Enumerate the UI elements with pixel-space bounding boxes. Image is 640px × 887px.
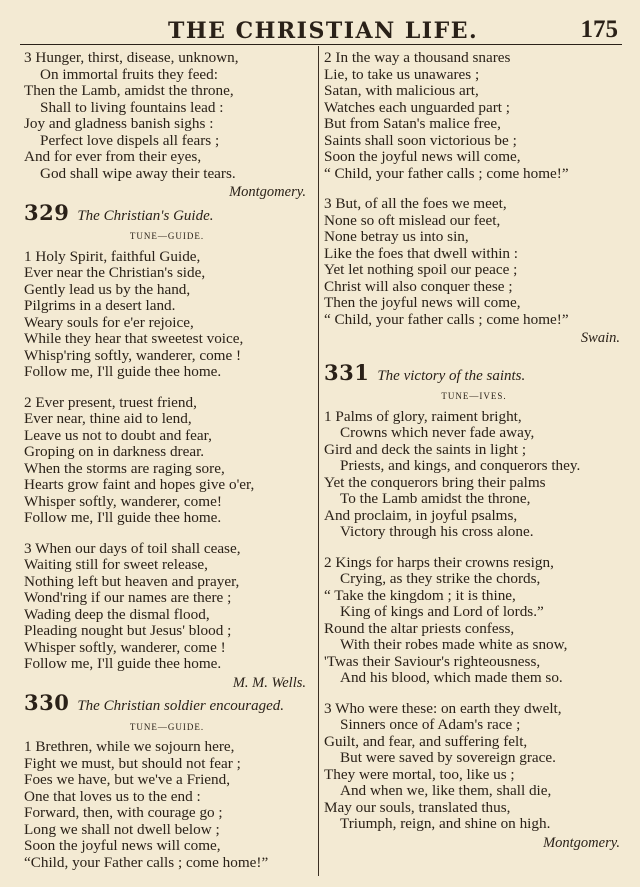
verse-line: Nothing left but heaven and prayer, bbox=[24, 572, 240, 590]
verse-line: Pilgrims in a desert land. bbox=[24, 297, 176, 314]
hymn-number: 330 bbox=[24, 690, 70, 715]
verse-line: 3 When our days of toil shall cease, bbox=[24, 539, 241, 557]
hymn-title: The victory of the saints. bbox=[377, 367, 526, 384]
hymn-author: Montgomery. bbox=[543, 834, 620, 851]
verse-line: 3 Who were these: on earth they dwelt, bbox=[324, 699, 562, 717]
verse-line: Gently lead us by the hand, bbox=[24, 280, 191, 298]
verse-line: Wading deep the dismal flood, bbox=[24, 605, 210, 623]
verse-line: Lie, to take us unawares ; bbox=[324, 65, 480, 83]
hymn-heading bbox=[324, 359, 624, 385]
verse-line: Yet the conquerors bring their palms bbox=[324, 473, 546, 491]
tune-label: TUNE—GUIDE. bbox=[129, 721, 205, 732]
verse-line: Ever near the Christian's side, bbox=[24, 264, 206, 281]
verse-line: 3 Hunger, thirst, disease, unknown, bbox=[24, 49, 239, 66]
verse-line: Triumph, reign, and shine on high. bbox=[340, 815, 551, 832]
header-rule bbox=[20, 44, 622, 45]
verse-line: 1 Brethren, while we sojourn here, bbox=[24, 738, 235, 755]
verse-line: 2 In the way a thousand snares bbox=[324, 49, 511, 66]
verse-line: Soon the joyful news will come, bbox=[324, 148, 521, 165]
verse-line: And his blood, which made them so. bbox=[340, 669, 563, 686]
verse-line: Like the foes that dwell within : bbox=[324, 244, 519, 262]
verse-line: 2 Ever present, truest friend, bbox=[24, 393, 197, 411]
hymn-title: The Christian soldier encouraged. bbox=[77, 698, 285, 714]
verse-line: Leave us not to doubt and fear, bbox=[24, 426, 212, 444]
left-column bbox=[24, 50, 310, 871]
stanza bbox=[324, 196, 624, 328]
verse-line: And proclaim, in joyful psalms, bbox=[324, 506, 518, 524]
verse-line: Perfect love dispels all fears ; bbox=[40, 131, 220, 149]
verse-line: Follow me, I'll guide thee home. bbox=[24, 509, 222, 526]
verse-line: Round the altar priests confess, bbox=[324, 619, 515, 637]
hymn-heading bbox=[24, 199, 310, 225]
column-divider bbox=[318, 46, 319, 876]
tune-label: TUNE—GUIDE. bbox=[129, 231, 205, 241]
hymn-title: The Christian's Guide. bbox=[77, 207, 214, 224]
verse-line: Wond'ring if our names are there ; bbox=[24, 589, 232, 606]
verse-line: Christ will also conquer these ; bbox=[324, 277, 513, 295]
verse-line: They were mortal, too, like us ; bbox=[324, 765, 515, 783]
verse-line: Sinners once of Adam's race ; bbox=[340, 716, 521, 733]
verse-line: One that loves us to the end : bbox=[24, 787, 201, 805]
verse-line: Joy and gladness banish sighs : bbox=[24, 115, 214, 132]
verse-line: Yet let nothing spoil our peace ; bbox=[324, 261, 518, 278]
verse-line: While they hear that sweetest voice, bbox=[24, 330, 244, 347]
verse-line: Hearts grow faint and hopes give o'er, bbox=[24, 476, 255, 493]
page-number: 175 bbox=[580, 16, 618, 43]
verse-line: Watches each unguarded part ; bbox=[324, 98, 511, 116]
running-title: THE CHRISTIAN LIFE. bbox=[168, 18, 479, 44]
verse-line: Guilt, and fear, and suffering felt, bbox=[324, 732, 528, 750]
verse-line: But were saved by sovereign grace. bbox=[340, 749, 556, 766]
verse-line: 1 Holy Spirit, faithful Guide, bbox=[24, 247, 201, 265]
verse-line: Saints shall soon victorious be ; bbox=[324, 131, 517, 149]
verse-line: Weary souls for e'er rejoice, bbox=[24, 313, 194, 331]
stanza bbox=[24, 50, 310, 182]
verse-line: King of kings and Lord of lords.” bbox=[340, 603, 544, 620]
verse-line: 'Twas their Saviour's righteousness, bbox=[324, 652, 541, 670]
verse-line: “Child, your Father calls ; come home!” bbox=[24, 853, 269, 871]
verse-line: To the Lamb amidst the throne, bbox=[340, 490, 531, 507]
verse-line: “ Take the kingdom ; it is thine, bbox=[324, 586, 516, 604]
verse-line: When the storms are raging sore, bbox=[24, 459, 225, 477]
verse-line: Long we shall not dwell below ; bbox=[24, 820, 220, 838]
hymn-number: 329 bbox=[24, 199, 70, 225]
stanza bbox=[24, 249, 310, 381]
stanza bbox=[324, 701, 624, 833]
verse-line: Victory through his cross alone. bbox=[340, 523, 534, 540]
hymn-number: 331 bbox=[324, 359, 370, 385]
right-column bbox=[324, 50, 624, 851]
stanza bbox=[24, 739, 310, 871]
verse-line: And for ever from their eyes, bbox=[24, 148, 202, 165]
verse-line: Forward, then, with courage go ; bbox=[24, 804, 223, 821]
verse-line: “ Child, your father calls ; come home!” bbox=[324, 310, 569, 328]
verse-line: And when we, like them, shall die, bbox=[340, 782, 552, 799]
verse-line: Crowns which never fade away, bbox=[340, 424, 535, 441]
stanza bbox=[24, 395, 310, 527]
verse-line: Waiting still for sweet release, bbox=[24, 556, 208, 573]
hymn-author: M. M. Wells. bbox=[232, 674, 306, 691]
verse-line: Gird and deck the saints in light ; bbox=[324, 440, 527, 458]
verse-line: With their robes made white as snow, bbox=[340, 636, 568, 653]
tune-label: TUNE—IVES. bbox=[441, 391, 507, 401]
verse-line: None so oft mislead our feet, bbox=[324, 211, 501, 229]
verse-line: Groping on in darkness drear. bbox=[24, 443, 205, 460]
verse-line: Whisper softly, wanderer, come ! bbox=[24, 638, 226, 656]
hymn-heading bbox=[24, 690, 310, 715]
verse-line: Shall to living fountains lead : bbox=[40, 98, 224, 116]
verse-line: Then the Lamb, amidst the throne, bbox=[24, 82, 234, 99]
stanza bbox=[324, 50, 624, 182]
verse-line: Ever near, thine aid to lend, bbox=[24, 410, 192, 427]
verse-line: But from Satan's malice free, bbox=[324, 115, 501, 132]
verse-line: Whisp'ring softly, wanderer, come ! bbox=[24, 346, 242, 364]
verse-line: 1 Palms of glory, raiment bright, bbox=[324, 407, 522, 425]
verse-line: Pleading nought but Jesus' blood ; bbox=[24, 622, 232, 639]
verse-line: 2 Kings for harps their crowns resign, bbox=[324, 553, 554, 571]
verse-line: Crying, as they strike the chords, bbox=[340, 570, 541, 587]
verse-line: Priests, and kings, and conquerors they. bbox=[340, 457, 581, 474]
verse-line: Fight we must, but should not fear ; bbox=[24, 754, 241, 772]
hymn-author: Swain. bbox=[580, 330, 620, 346]
verse-line: None betray us into sin, bbox=[324, 228, 469, 245]
verse-line: On immortal fruits they feed: bbox=[40, 65, 218, 83]
verse-line: 3 But, of all the foes we meet, bbox=[324, 195, 507, 212]
verse-line: Whisper softly, wanderer, come! bbox=[24, 492, 222, 510]
verse-line: “ Child, your father calls ; come home!” bbox=[324, 164, 569, 182]
verse-line: Satan, with malicious art, bbox=[324, 82, 479, 99]
page-header bbox=[0, 14, 640, 48]
verse-line: Soon the joyful news will come, bbox=[24, 837, 221, 854]
verse-line: God shall wipe away their tears. bbox=[40, 164, 236, 182]
stanza bbox=[24, 541, 310, 673]
stanza bbox=[324, 555, 624, 687]
hymn-author: Montgomery. bbox=[229, 184, 306, 200]
verse-line: Foes we have, but we've a Friend, bbox=[24, 771, 231, 788]
verse-line: Follow me, I'll guide thee home. bbox=[24, 363, 222, 380]
verse-line: May our souls, translated thus, bbox=[324, 798, 511, 816]
verse-line: Then the joyful news will come, bbox=[324, 294, 521, 311]
verse-line: Follow me, I'll guide thee home. bbox=[24, 655, 222, 672]
stanza bbox=[324, 409, 624, 541]
